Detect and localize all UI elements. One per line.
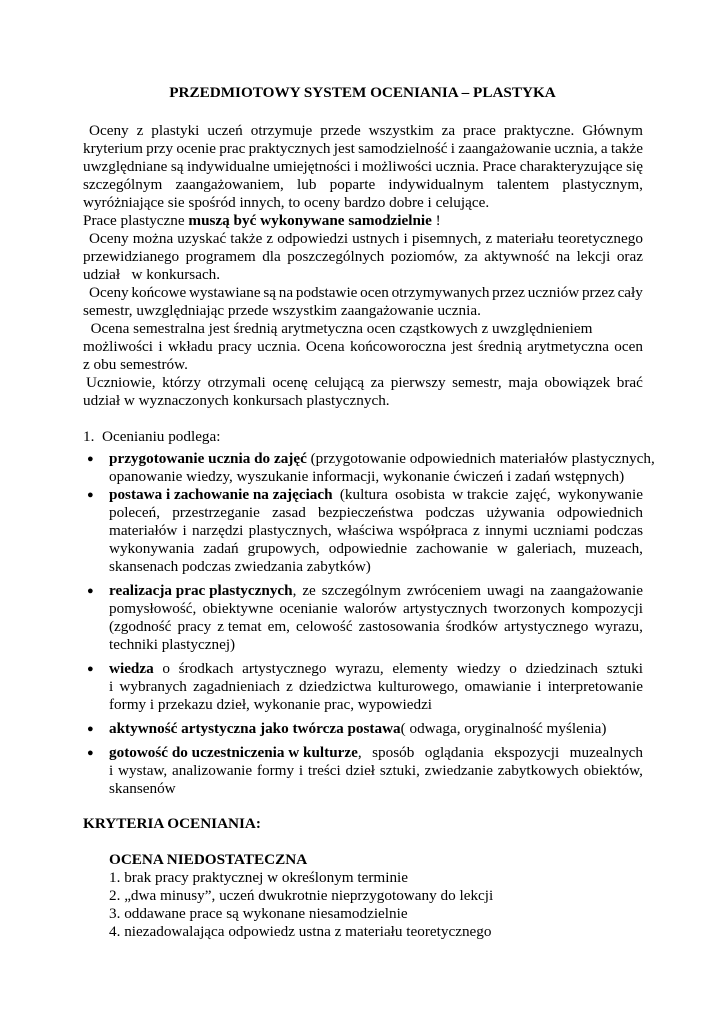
word: za [370, 374, 385, 391]
word: na [530, 582, 545, 599]
word: wystaw, [118, 762, 168, 779]
word: sztuki, [379, 762, 420, 779]
word: na [278, 284, 294, 301]
word: uczniami [533, 522, 589, 539]
word: plastycznym, [562, 176, 643, 193]
word: kryterium [83, 140, 143, 157]
word: omawianie [464, 678, 532, 695]
word: końcoworoczna [350, 338, 447, 355]
word: uwagi [486, 582, 525, 599]
word: dla [262, 248, 281, 265]
word: celowość [296, 618, 353, 635]
word: przy [146, 140, 174, 157]
page-title: PRZEDMIOTOWY SYSTEM OCENIANIA – PLASTYKA [169, 84, 556, 101]
word: otrzymywanych [391, 284, 490, 301]
word: oraz [616, 248, 643, 265]
list-item [109, 744, 643, 762]
intro-line [83, 212, 441, 230]
word: ucznia, [554, 140, 598, 157]
word: zaangażowaniem, [175, 176, 284, 193]
word: ocenę [272, 374, 308, 391]
intro-line [83, 158, 643, 176]
word: ustnych [352, 230, 400, 247]
word: odpowiedzi [277, 230, 349, 247]
word: zagadnieniach [193, 678, 280, 695]
intro-line: z obu semestrów. [83, 356, 188, 373]
word: Oceny [89, 122, 129, 139]
word: obowiązek [544, 374, 611, 391]
word: artystycznego [504, 618, 589, 635]
word: indywidualnym [388, 176, 484, 193]
word: wyrazu, [335, 660, 384, 677]
word: w trakcie [452, 486, 509, 503]
word: pisemnych, [411, 230, 482, 247]
word: Uczniowie, [86, 374, 156, 391]
list-item [109, 450, 655, 468]
intro-line: Ocena semestralna jest średnią arytmetyczna ocen cząstkowych z uwzględnieniem [83, 320, 593, 337]
word: otrzymali [207, 374, 266, 391]
word: z [266, 230, 274, 247]
word: wykonywanie [557, 486, 643, 503]
word: o [509, 660, 517, 677]
word: ze [302, 582, 316, 599]
word: zaangażowanie [458, 140, 551, 157]
list-item [109, 486, 643, 504]
word: poziomów, [390, 248, 458, 265]
word: pracy [218, 338, 252, 355]
word: jest [451, 338, 473, 355]
list-item-line: formy i przekazu dzieł, wykonanie prac, wypowiedzi [109, 696, 433, 713]
list-item-text: ( odwaga, oryginalność myślenia) [400, 720, 607, 737]
word: artystycznych [402, 600, 488, 617]
word: wykonywania [109, 540, 195, 557]
word: osobista [395, 486, 445, 503]
word: na [555, 248, 571, 265]
word: i [158, 338, 163, 355]
word: zasad [272, 504, 306, 521]
word: jest [333, 140, 355, 157]
grade-criterion: 1. brak pracy praktycznej w określonym terminie [109, 869, 409, 886]
word: praktyczne. [503, 122, 575, 139]
list-item-line [109, 762, 643, 780]
word: pierwszy [390, 374, 446, 391]
list-item-line [109, 618, 643, 636]
word: treści [307, 762, 341, 779]
word: Oceny [89, 284, 129, 301]
word: prac [219, 140, 246, 157]
word: i [109, 678, 114, 695]
intro-line [89, 230, 643, 248]
word: ucznia. [435, 158, 479, 175]
list-item-line [109, 522, 643, 540]
word: uzyskać [177, 230, 227, 247]
grade-criterion: 3. oddawane prace są wykonane niesamodzielnie [109, 905, 408, 922]
word: zabytkowych [497, 762, 579, 779]
bullet-icon: ● [87, 585, 94, 597]
word: ocenianie [279, 600, 338, 617]
word: uczniów [527, 284, 580, 301]
word: zastosowania [358, 618, 440, 635]
word: dzieł [345, 762, 376, 779]
word: i [182, 522, 187, 539]
word: elementy [392, 660, 449, 677]
word: arytmetyczna [527, 338, 609, 355]
bullet-icon: ● [87, 747, 94, 759]
word: aktywność [484, 248, 550, 265]
word: muzealnych [569, 744, 643, 761]
word: cały [617, 284, 643, 301]
word: końcowe [131, 284, 187, 301]
word: możliwości [83, 338, 154, 355]
word: możliwości [362, 158, 433, 175]
list-item-title: wiedza [109, 660, 154, 677]
list-item-title: postawa i zachowanie na zajęciach [109, 486, 333, 503]
word: odpowiednie [328, 540, 408, 557]
word: wiedzy [456, 660, 501, 677]
word: innymi [484, 522, 528, 539]
word: wkładu [167, 338, 213, 355]
word: przewidzianego [83, 248, 180, 265]
intro-line: wyróżniające sie spośród innych, to oceny bardzo dobre i celujące. [83, 194, 490, 211]
word: muzeach, [585, 540, 643, 557]
word: poszczególnych [287, 248, 385, 265]
word: właściwa [336, 522, 394, 539]
list-item-line [109, 540, 643, 558]
word: przez [581, 284, 615, 301]
word: obiektywne [202, 600, 274, 617]
word: zaangażowanie [550, 582, 643, 599]
word: ekspozycji [494, 744, 560, 761]
criteria-heading: KRYTERIA OCENIANIA: [83, 815, 261, 832]
list-item-title: realizacja prac plastycznych [109, 582, 293, 599]
intro-text: Prace plastyczne [83, 212, 189, 229]
bullet-icon: ● [87, 489, 94, 501]
list-item [109, 660, 643, 678]
intro-line: udział w wyznaczonych konkursach plastycznych. [83, 392, 390, 409]
word: wystawiane [188, 284, 261, 301]
word: odpowiednich [556, 504, 643, 521]
list-item-line [109, 600, 643, 618]
word: i [298, 762, 304, 779]
word: z [286, 678, 293, 695]
word: także [610, 140, 643, 157]
word: samodzielność [358, 140, 448, 157]
intro-line: udział w konkursach. [83, 266, 221, 283]
list-item-title: gotowość do uczestniczenia w kulturze [109, 744, 358, 761]
word: materiałów [109, 522, 178, 539]
word: materiału [496, 230, 554, 247]
word: środkach [178, 660, 234, 677]
word: (zgodność [109, 618, 172, 635]
intro-line [89, 284, 643, 302]
word: szczególnym [321, 582, 401, 599]
word: którzy [162, 374, 201, 391]
word: celującą [314, 374, 365, 391]
word: przestrzeganie [172, 504, 260, 521]
word: współpraca [398, 522, 468, 539]
word: em, [267, 618, 290, 635]
word: sposób [372, 744, 415, 761]
word: środków [445, 618, 498, 635]
word: i [450, 140, 455, 157]
list-item-line: skansenach podczas zwiedzania zabytków) [109, 558, 371, 575]
word: można [132, 230, 174, 247]
grade-criterion: 2. „dwa minusy”, uczeń dwukrotnie nieprzygotowany do lekcji [109, 887, 494, 904]
word: pomysłowość, [109, 600, 197, 617]
word: narzędzi [191, 522, 244, 539]
word: analizowanie [172, 762, 253, 779]
word: z [136, 122, 144, 139]
word: charakteryzujące [519, 158, 623, 175]
word: za [441, 122, 456, 139]
word: i [403, 230, 408, 247]
list-intro: 1. Ocenianiu podlega: [83, 428, 221, 445]
word: zwiedzanie [424, 762, 493, 779]
word: lekcji [576, 248, 611, 265]
word: oglądania [424, 744, 484, 761]
word: zajęć, [515, 486, 551, 503]
word: plastyki [151, 122, 200, 139]
word: ocen [614, 338, 643, 355]
word: podstawie [295, 284, 358, 301]
word: (kultura [339, 486, 388, 503]
word: plastycznych, [248, 522, 332, 539]
word: kompozycji [571, 600, 643, 617]
word: wybranych [119, 678, 187, 695]
word: pracy [177, 618, 212, 635]
word: za [464, 248, 478, 265]
word: galeriach, [516, 540, 577, 557]
word: przez [492, 284, 526, 301]
list-item-title: przygotowanie ucznia do zajęć [109, 450, 307, 467]
intro-line [83, 176, 643, 194]
grade-criterion: 4. niezadowalająca odpowiedz ustna z materiału teoretycznego [109, 923, 492, 940]
intro-text: ! [431, 212, 441, 229]
word: poleceń, [109, 504, 161, 521]
intro-line [83, 248, 643, 266]
word: z temat [217, 618, 262, 635]
list-item-text: (przygotowanie odpowiednich materiałów plastycznych, [306, 450, 655, 467]
word: uwzględniane [83, 158, 168, 175]
word: formy [256, 762, 295, 779]
word: semestr, [452, 374, 502, 391]
word: dziedzinach [525, 660, 599, 677]
word: ocenie [176, 140, 217, 157]
word: talentem [496, 176, 550, 193]
list-item [109, 582, 643, 600]
intro-line [83, 338, 643, 356]
word: uczeń [207, 122, 243, 139]
word: są [170, 158, 184, 175]
word: teoretycznego [557, 230, 643, 247]
word: sztuki [606, 660, 643, 677]
word: indywidualne [187, 158, 270, 175]
bullet-icon: ● [87, 723, 94, 735]
list-item-head: gotowość do uczestniczenia w kulturze, [109, 744, 362, 761]
word: zwróceniem [406, 582, 482, 599]
word: są [263, 284, 277, 301]
word: bezpieczeństwa [317, 504, 414, 521]
list-item-title: aktywność artystyczna jako twórcza postawa [109, 720, 401, 737]
word: dziedzictwa [299, 678, 372, 695]
word: zachowanie [416, 540, 488, 557]
word: poparte [329, 176, 376, 193]
word: ocen [360, 284, 389, 301]
intro-line [89, 122, 643, 140]
word: maja [508, 374, 538, 391]
word: prace [463, 122, 496, 139]
word: podczas [425, 504, 475, 521]
word: zadań [203, 540, 239, 557]
word: używania [486, 504, 545, 521]
intro-emphasis: muszą być wykonywane samodzielnie [188, 212, 432, 229]
word: lub [297, 176, 317, 193]
word: średnią [477, 338, 522, 355]
list-item-line: techniki plastycznej) [109, 636, 236, 653]
bullet-icon: ● [87, 663, 94, 675]
word: grupowych, [247, 540, 320, 557]
intro-line: semestr, uwzględniając przede wszystkim zaangażowanie ucznia. [83, 302, 481, 319]
word: o [162, 660, 170, 677]
word: walorów [343, 600, 397, 617]
word: brać [616, 374, 643, 391]
word: Oceny [89, 230, 129, 247]
grade-heading: OCENA NIEDOSTATECZNA [109, 851, 308, 868]
intro-line [86, 374, 643, 392]
list-item-line [109, 678, 643, 696]
word: obiektów, [583, 762, 643, 779]
list-item-line [109, 504, 643, 522]
word: w [496, 540, 508, 557]
list-item-line: skansenów [109, 780, 176, 797]
word: z [473, 522, 480, 539]
bullet-icon: ● [87, 453, 94, 465]
word: także [230, 230, 263, 247]
word: kulturowego, [377, 678, 459, 695]
word: i [537, 678, 542, 695]
word: praktycznych [248, 140, 331, 157]
word: wszystkim [368, 122, 434, 139]
intro-line [83, 140, 643, 158]
word: artystycznego [242, 660, 327, 677]
word: wyrazu, [594, 618, 643, 635]
word: programem [185, 248, 256, 265]
word: ucznia. [257, 338, 301, 355]
word: szczególnym [83, 176, 163, 193]
word: Ocena [305, 338, 345, 355]
word: i [354, 158, 359, 175]
word: umiejętności [273, 158, 351, 175]
list-item-head: realizacja prac plastycznych, [109, 582, 297, 599]
word: z [485, 230, 493, 247]
word: otrzymuje [250, 122, 313, 139]
word: a [600, 140, 608, 157]
list-item-line: opanowanie wiedzy, wyszukanie informacji, wykonanie ćwiczeń i zadań wstępnych) [109, 468, 625, 485]
word: tworzonych [493, 600, 566, 617]
list-item [109, 720, 606, 738]
word: się [626, 158, 643, 175]
word: podczas [594, 522, 643, 539]
word: Głównym [582, 122, 643, 139]
word: przede [320, 122, 361, 139]
word: Prace [482, 158, 517, 175]
word: i [109, 762, 114, 779]
word: interpretowanie [547, 678, 643, 695]
